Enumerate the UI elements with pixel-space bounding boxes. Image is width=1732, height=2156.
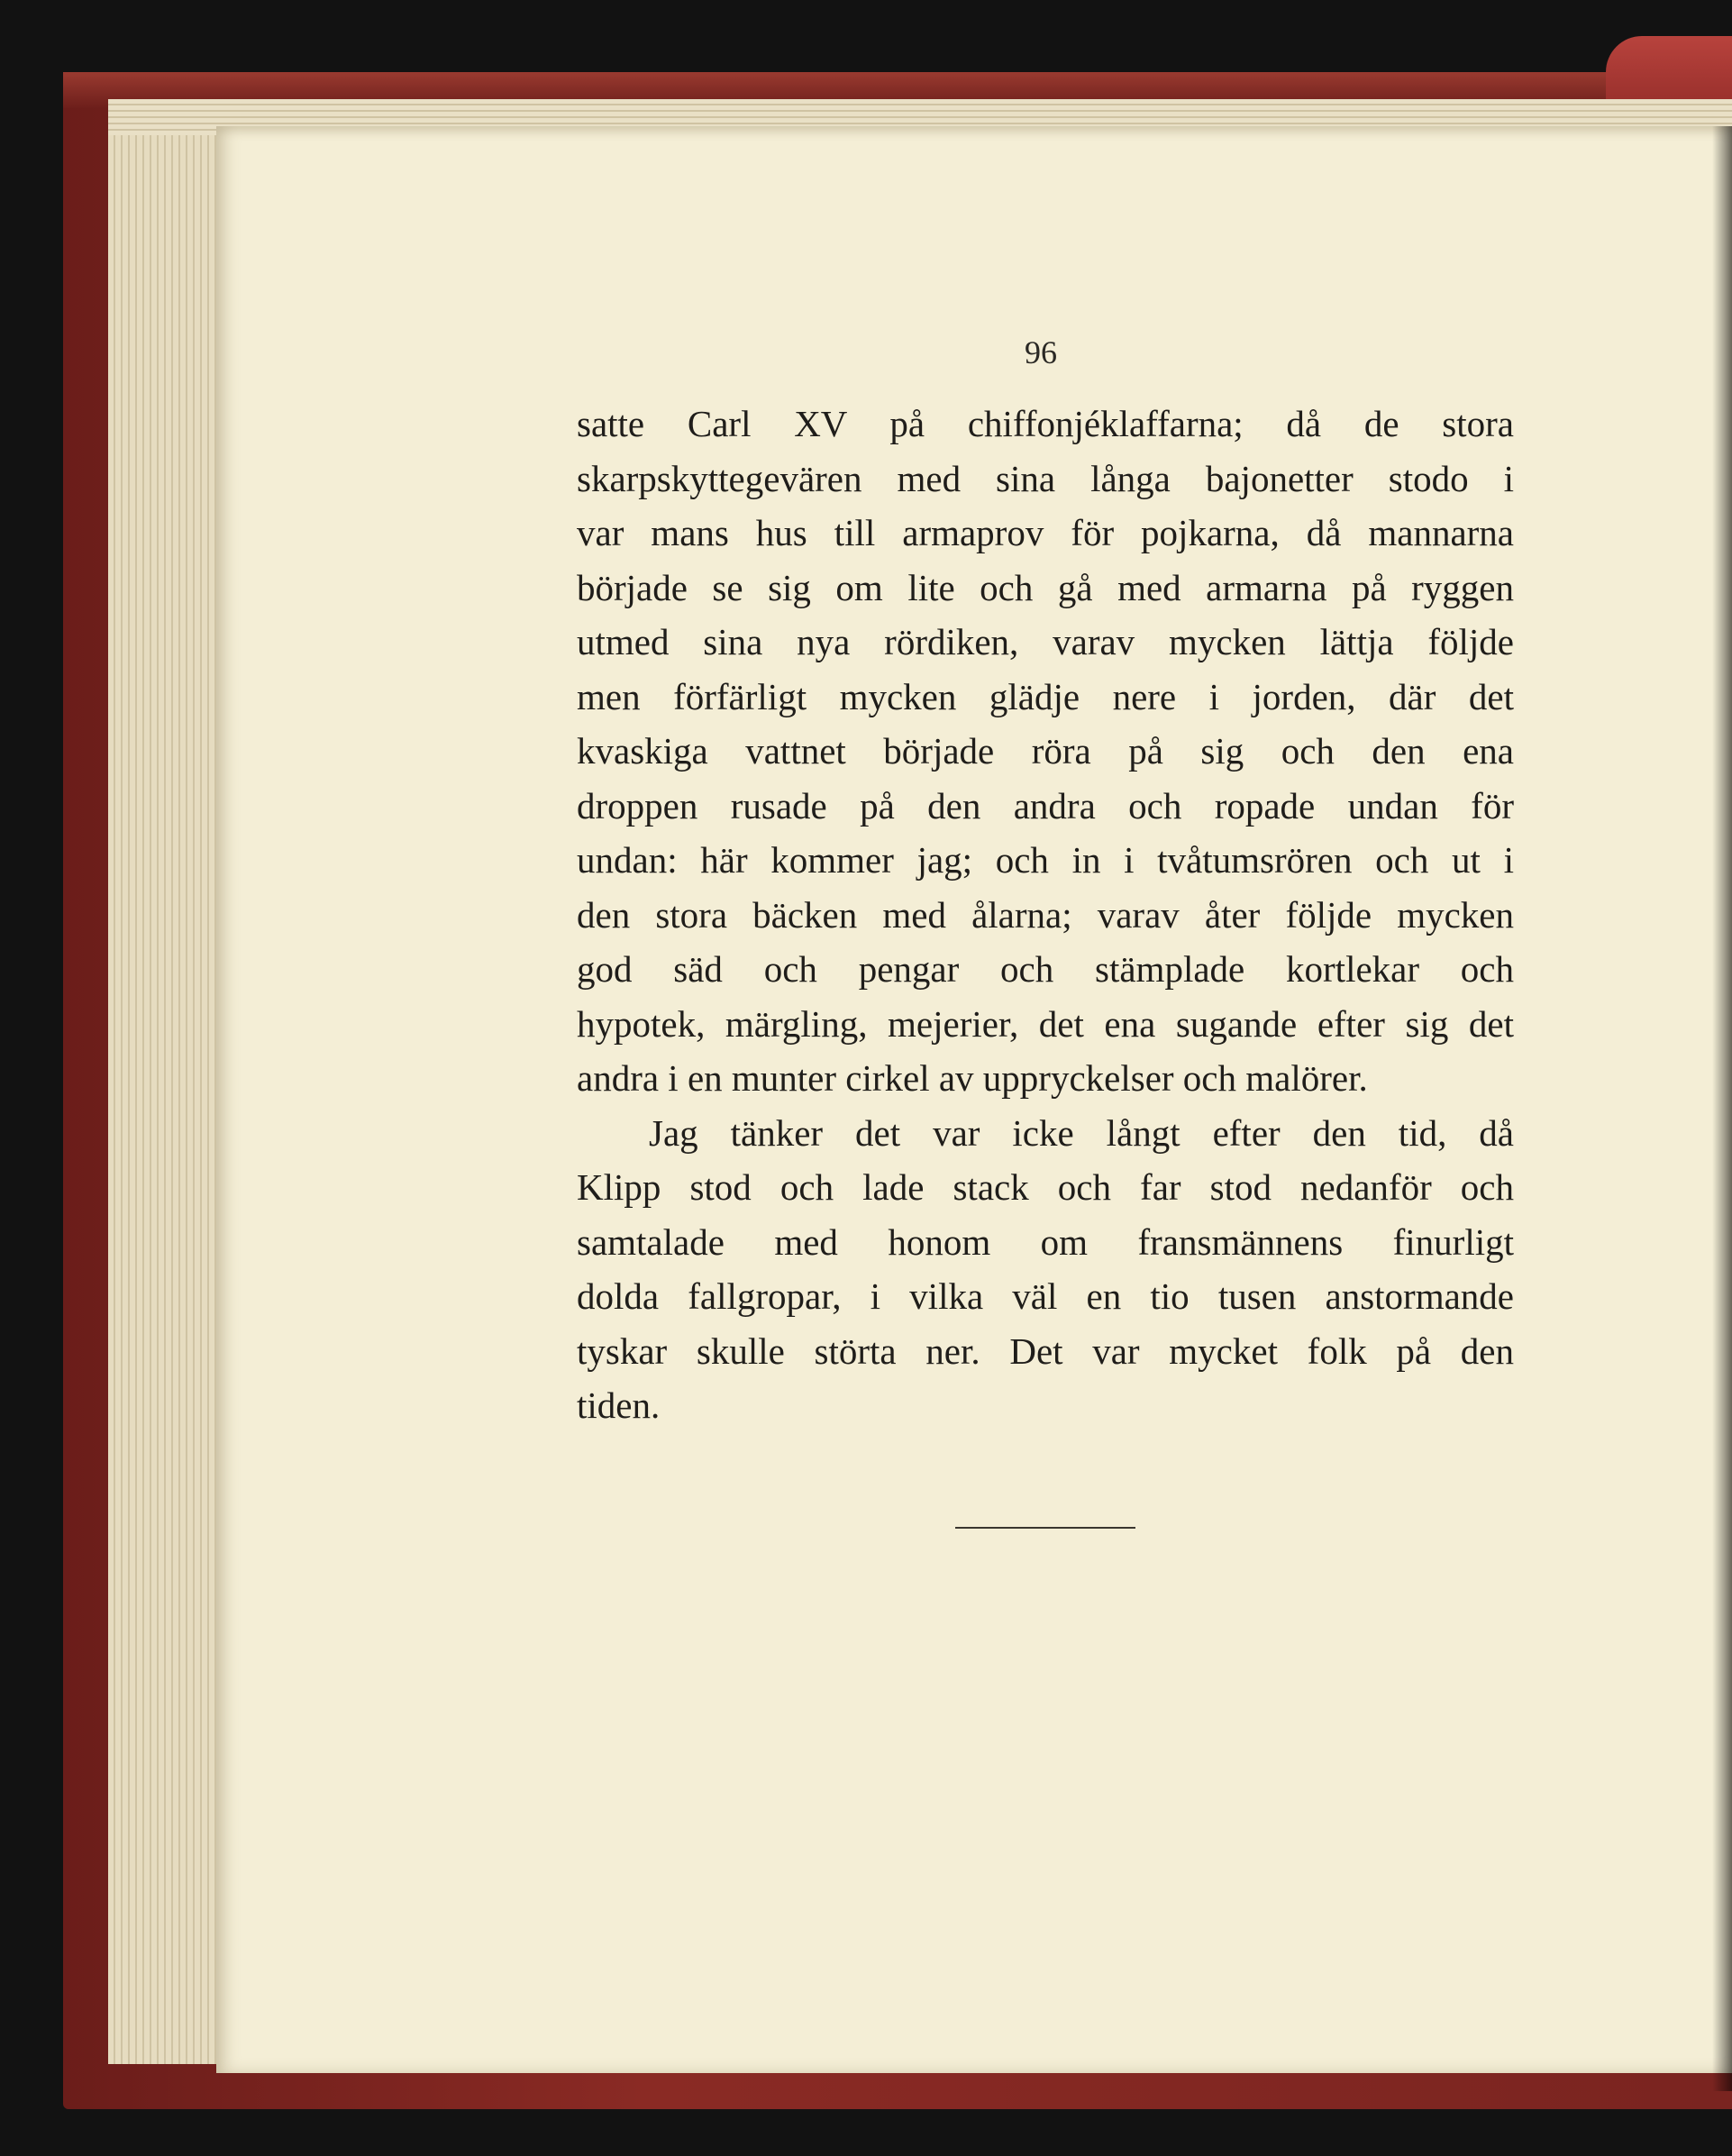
- text-line: tiden.: [577, 1384, 661, 1426]
- text-line: samtalade med honom om fransmännens finurligt: [577, 1220, 1514, 1263]
- text-line: Jag tänker det var icke långt efter den tid, då: [649, 1111, 1514, 1154]
- text-line: tyskar skulle störta ner. Det var mycket folk på den: [577, 1329, 1514, 1372]
- text-line: undan: här kommer jag; och in i tvåtumsrören och ut i: [577, 839, 1514, 881]
- text-line: skarpskyttegevären med sina långa bajonetter stodo i: [577, 457, 1514, 499]
- text-line: utmed sina nya rördiken, varav mycken lättja följde: [577, 621, 1514, 662]
- text-line: kvaskiga vattnet började röra på sig och den ena: [577, 730, 1514, 772]
- page-number: 96: [1025, 334, 1057, 370]
- text-line: var mans hus till armaprov för pojkarna, då mannarna: [577, 512, 1514, 553]
- end-rule: [955, 1527, 1135, 1529]
- text-line: satte Carl XV på chiffonjéklaffarna; då de stora: [577, 403, 1514, 444]
- text-line: Klipp stod och lade stack och far stod nedanför och: [577, 1166, 1514, 1208]
- text-line: hypotek, märgling, mejerier, det ena sugande efter sig det: [577, 1002, 1514, 1045]
- text-line: god säd och pengar och stämplade kortlekar och: [577, 948, 1514, 990]
- text-line: droppen rusade på den andra och ropade undan för: [577, 784, 1514, 827]
- page-stack-edges: [108, 99, 234, 2064]
- text-line: den stora bäcken med ålarna; varav åter följde mycken: [577, 893, 1514, 936]
- text-line: dolda fallgropar, i vilka väl en tio tusen anstormande: [577, 1275, 1514, 1317]
- page-edge-shadow: [1712, 126, 1732, 2091]
- text-line: började se sig om lite och gå med armarna på ryggen: [577, 566, 1514, 608]
- text-line: men förfärligt mycken glädje nere i jorden, där det: [577, 675, 1514, 717]
- text-line: andra i en munter cirkel av uppryckelser och malörer.: [577, 1057, 1368, 1099]
- page-text: [577, 397, 1514, 1433]
